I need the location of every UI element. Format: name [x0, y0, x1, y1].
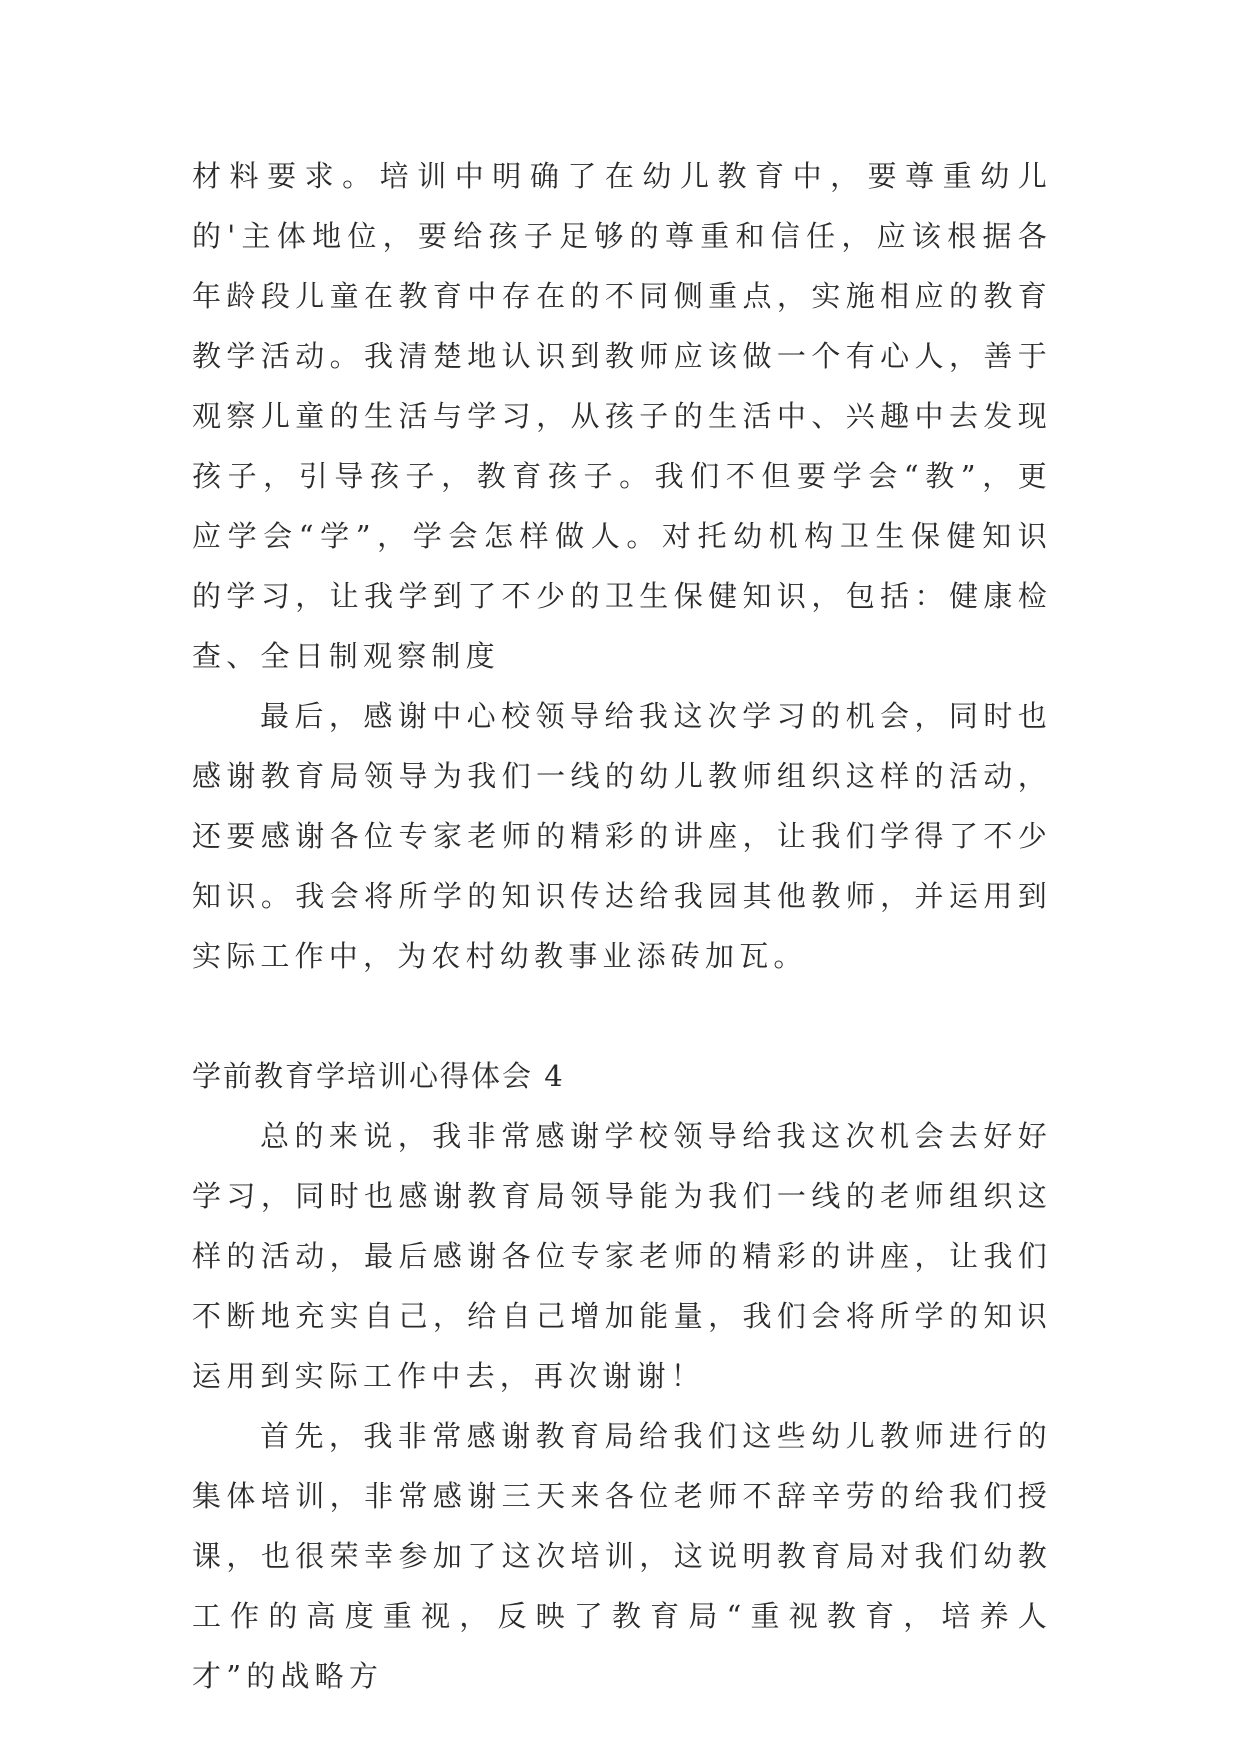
paragraph-summary: 总的来说，我非常感谢学校领导给我这次机会去好好学习，同时也感谢教育局领导能为我们一线的老师组织这样的活动，最后感谢各位专家老师的精彩的讲座，让我们不断地充实自己，给自己增加能量，我们会将所学的知识运用到实际工作中去，再次谢谢！ [192, 1119, 1052, 1393]
section-heading: 学前教育学培训心得体会 4 [192, 1059, 565, 1093]
document-body [192, 146, 1052, 1706]
paragraph-thanks: 最后，感谢中心校领导给我这次学习的机会，同时也感谢教育局领导为我们一线的幼儿教师组织这样的活动，还要感谢各位专家老师的精彩的讲座，让我们学得了不少知识。我会将所学的知识传达给我园其他教师，并运用到实际工作中，为农村幼教事业添砖加瓦。 [192, 699, 1052, 973]
paragraph-continued: 材料要求。培训中明确了在幼儿教育中，要尊重幼儿的'主体地位，要给孩子足够的尊重和信任，应该根据各年龄段儿童在教育中存在的不同侧重点，实施相应的教育教学活动。我清楚地认识到教师应该做一个有心人，善于观察儿童的生活与学习，从孩子的生活中、兴趣中去发现孩子，引导孩子，教育孩子。我们不但要学会“教”，更应学会“学”，学会怎样做人。对托幼机构卫生保健知识的学习，让我学到了不少的卫生保健知识，包括：健康检查、全日制观察制度 [192, 159, 1052, 673]
paragraph-first: 首先，我非常感谢教育局给我们这些幼儿教师进行的集体培训，非常感谢三天来各位老师不辞辛劳的给我们授课，也很荣幸参加了这次培训，这说明教育局对我们幼教工作的高度重视，反映了教育局“重视教育，培养人才”的战略方 [192, 1419, 1052, 1693]
